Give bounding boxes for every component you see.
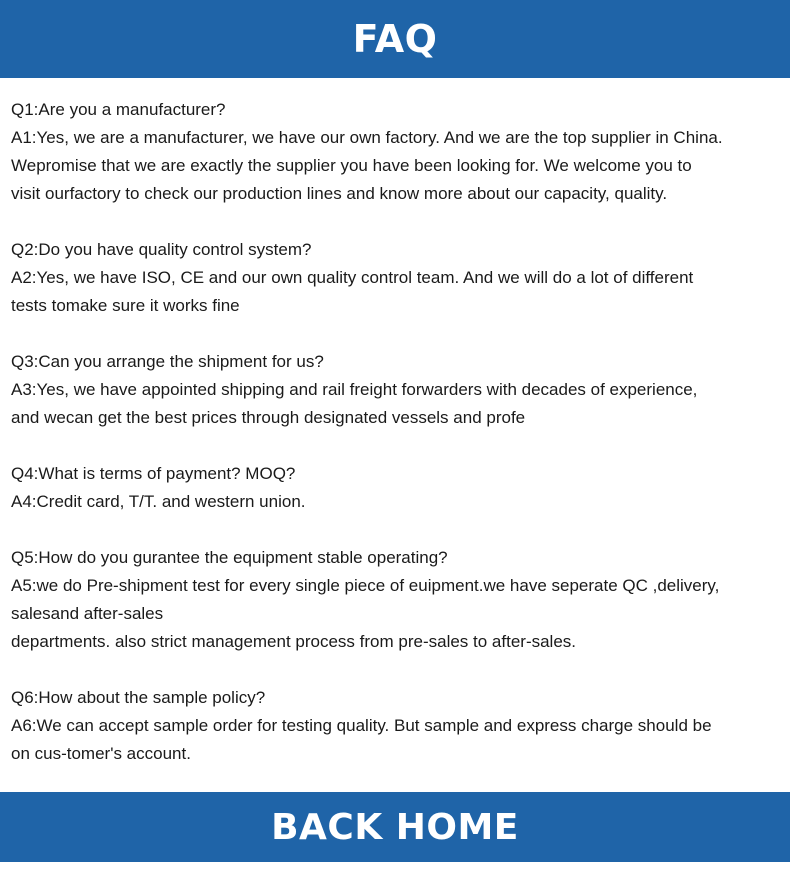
faq-answer-line: Wepromise that we are exactly the supplier you have been looking for. We welcome you to (11, 156, 692, 175)
faq-question: Q2:Do you have quality control system? (11, 240, 312, 259)
faq-answer-line: and wecan get the best prices through designated vessels and profe (11, 408, 526, 427)
faq-question: Q6:How about the sample policy? (11, 688, 266, 707)
faq-item-5 (11, 544, 789, 656)
faq-item-2 (11, 236, 789, 320)
faq-item-4 (11, 460, 789, 516)
faq-question: Q4:What is terms of payment? MOQ? (11, 464, 296, 483)
back-home-label: BACK HOME (271, 806, 519, 848)
faq-answer-line: departments. also strict management process from pre-sales to after-sales. (11, 632, 577, 651)
faq-title: FAQ (352, 17, 438, 61)
faq-question: Q3:Can you arrange the shipment for us? (11, 352, 324, 371)
faq-answer-line: A5:we do Pre-shipment test for every single piece of euipment.we have seperate QC ,delivery, (11, 576, 720, 595)
faq-question: Q5:How do you gurantee the equipment stable operating? (11, 548, 448, 567)
back-home-button[interactable] (0, 792, 790, 862)
faq-answer-line: visit ourfactory to check our production lines and know more about our capacity, quality. (11, 184, 668, 203)
faq-answer-line: A6:We can accept sample order for testing quality. But sample and express charge should be (11, 716, 712, 735)
faq-header (0, 0, 790, 78)
faq-answer-line: A2:Yes, we have ISO, CE and our own quality control team. And we will do a lot of different (11, 268, 694, 287)
faq-answer-line: A3:Yes, we have appointed shipping and rail freight forwarders with decades of experience, (11, 380, 698, 399)
faq-answer-line: tests tomake sure it works fine (11, 296, 240, 315)
faq-question: Q1:Are you a manufacturer? (11, 100, 226, 119)
faq-list (11, 96, 789, 768)
faq-item-1 (11, 96, 789, 208)
faq-answer-line: A1:Yes, we are a manufacturer, we have our own factory. And we are the top supplier in China. (11, 128, 723, 147)
faq-item-6 (11, 684, 789, 768)
faq-answer-line: salesand after-sales (11, 604, 164, 623)
faq-item-3 (11, 348, 789, 432)
faq-answer-line: A4:Credit card, T/T. and western union. (11, 492, 306, 511)
faq-answer-line: on cus-tomer's account. (11, 744, 191, 763)
